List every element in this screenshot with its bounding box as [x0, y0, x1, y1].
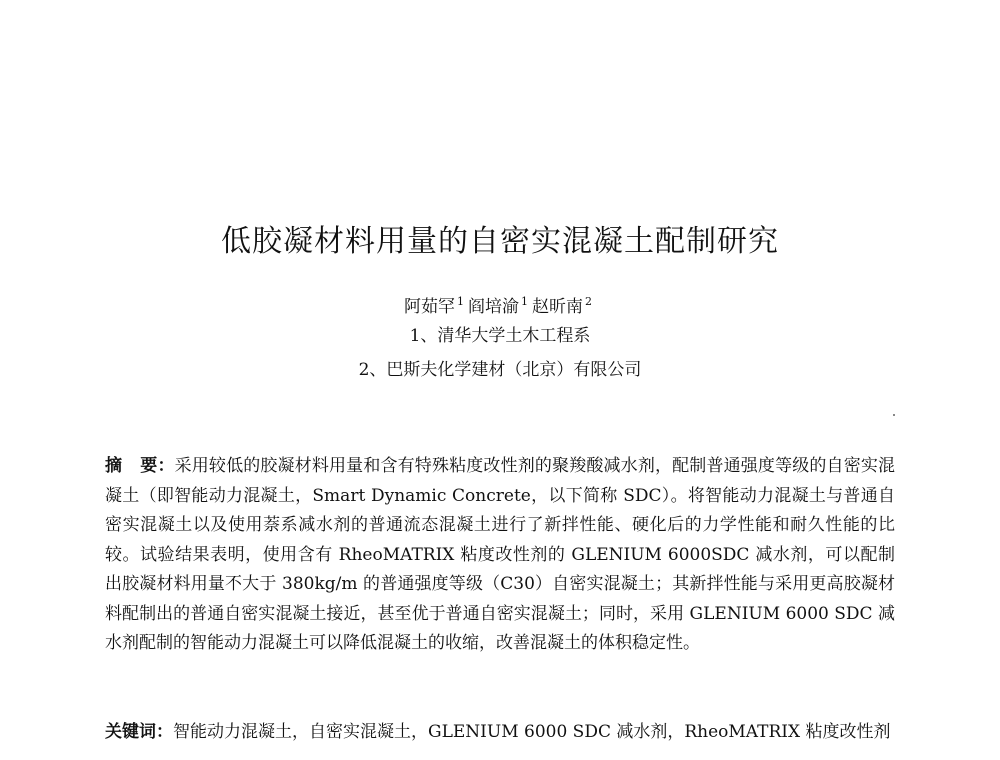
author-affiliation-mark: 1 [521, 295, 528, 308]
keywords-paragraph [105, 718, 895, 748]
author-name: 阿茹罕 [404, 297, 455, 317]
author-name: 阎培渝 [468, 297, 519, 317]
abstract-label: 摘 要： [105, 456, 175, 476]
author-name: 赵昕南 [532, 297, 583, 317]
keywords-label: 关键词： [105, 722, 173, 742]
keywords-text: 智能动力混凝土，自密实混凝土，GLENIUM 6000 SDC 减水剂，RheoMATRIX 粘度改性剂 [173, 722, 891, 742]
abstract-paragraph [105, 452, 895, 659]
author-affiliation-mark: 2 [585, 295, 592, 308]
author-list [0, 290, 1000, 319]
scan-speck [893, 414, 895, 416]
author-affiliation-mark: 1 [457, 295, 464, 308]
affiliation-2: 2、巴斯夫化学建材（北京）有限公司 [358, 360, 642, 380]
paper-title: 低胶凝材料用量的自密实混凝土配制研究 [221, 224, 779, 259]
affiliation-1: 1、清华大学土木工程系 [409, 326, 591, 346]
abstract-text: 采用较低的胶凝材料用量和含有特殊粘度改性剂的聚羧酸减水剂，配制普通强度等级的自密实混凝土（即智能动力混凝土，Smart Dynamic Concrete，以下简称 SDC）。将智能动力混凝土与普通自密实混凝土以及使用萘系减水剂的普通流态混凝土进行了新拌性能、硬化后的力学性能和耐久性能的比较。试验结果表明，使用含有 RheoMATRIX 粘度改性剂的 GLENIUM 6000SDC 减水剂，可以配制出胶凝材料用量不大于 380kg/m 的普通强度等级（C30）自密实混凝土；其新拌性能与采用更高胶凝材料配制出的普通自密实混凝土接近，甚至优于普通自密实混凝土；同时，采用 GLENIUM 6000 SDC 减水剂配制的智能动力混凝土可以降低混凝土的收缩，改善混凝土的体积稳定性。 [105, 456, 896, 653]
